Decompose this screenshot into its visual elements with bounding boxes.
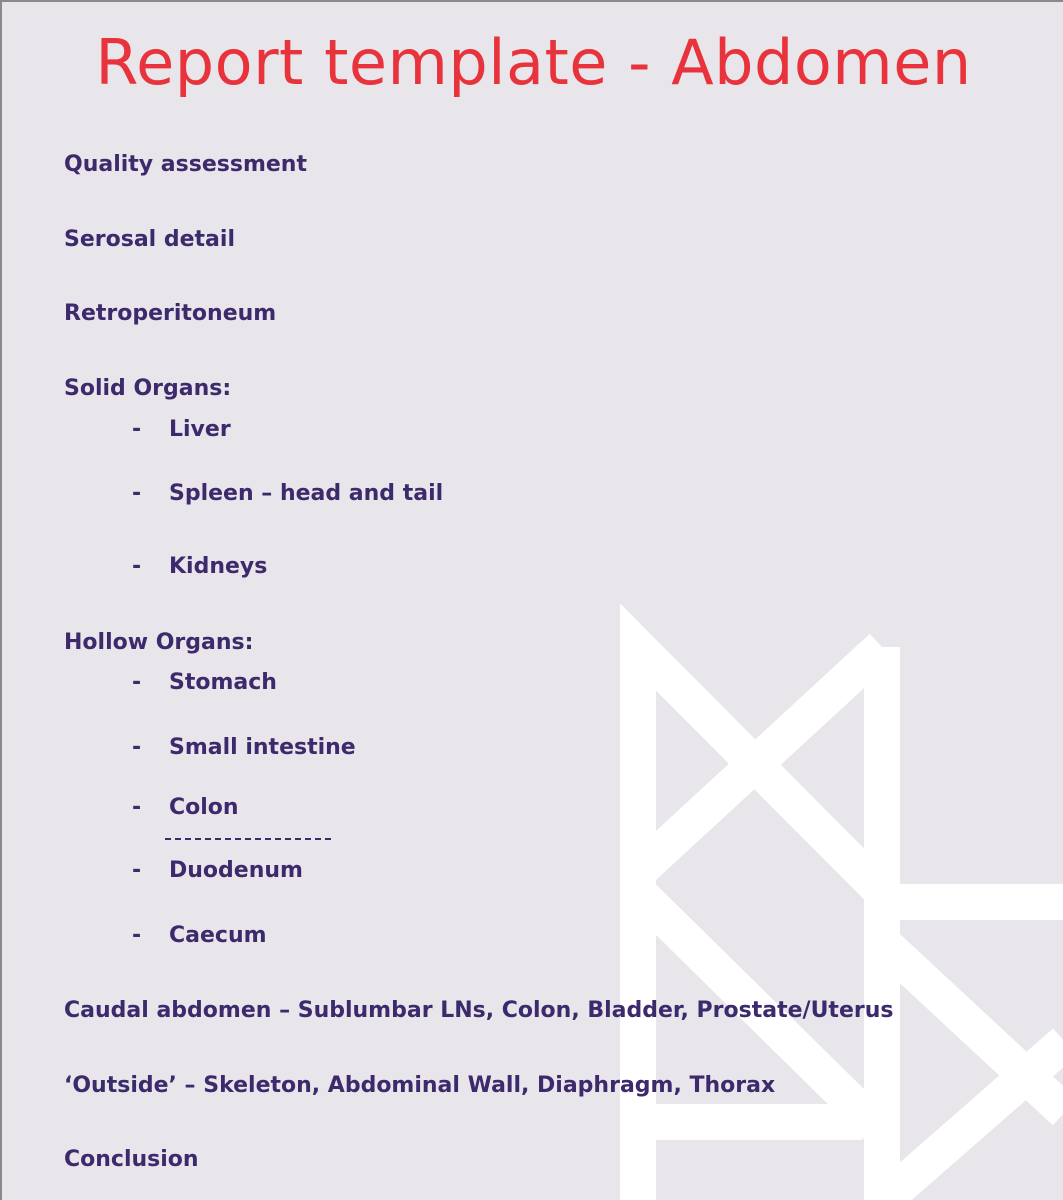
bullet-dash: - [132, 670, 142, 695]
bullet-dash: - [132, 554, 142, 579]
bullet-dash: - [132, 481, 142, 506]
bullet-dash: - [132, 858, 142, 883]
heading-outside: ‘Outside’ – Skeleton, Abdominal Wall, Diaphragm, Thorax [64, 1073, 776, 1098]
list-item-spleen: Spleen – head and tail [169, 481, 444, 506]
page-title: Report template - Abdomen [95, 26, 972, 99]
heading-caudal-abdomen: Caudal abdomen – Sublumbar LNs, Colon, Bladder, Prostate/Uterus [64, 998, 894, 1023]
heading-serosal-detail: Serosal detail [64, 227, 235, 252]
bullet-dash: - [132, 417, 142, 442]
heading-conclusion: Conclusion [64, 1147, 199, 1172]
dashed-divider [165, 838, 331, 840]
list-item-stomach: Stomach [169, 670, 277, 695]
list-item-colon: Colon [169, 795, 239, 820]
heading-retroperitoneum: Retroperitoneum [64, 301, 277, 326]
bullet-dash: - [132, 795, 142, 820]
list-item-small-intestine: Small intestine [169, 735, 356, 760]
bullet-dash: - [132, 735, 142, 760]
heading-hollow-organs: Hollow Organs: [64, 630, 254, 655]
list-item-liver: Liver [169, 417, 231, 442]
heading-solid-organs: Solid Organs: [64, 376, 232, 401]
list-item-kidneys: Kidneys [169, 554, 268, 579]
list-item-caecum: Caecum [169, 923, 267, 948]
heading-quality-assessment: Quality assessment [64, 152, 307, 177]
bullet-dash: - [132, 923, 142, 948]
list-item-duodenum: Duodenum [169, 858, 303, 883]
